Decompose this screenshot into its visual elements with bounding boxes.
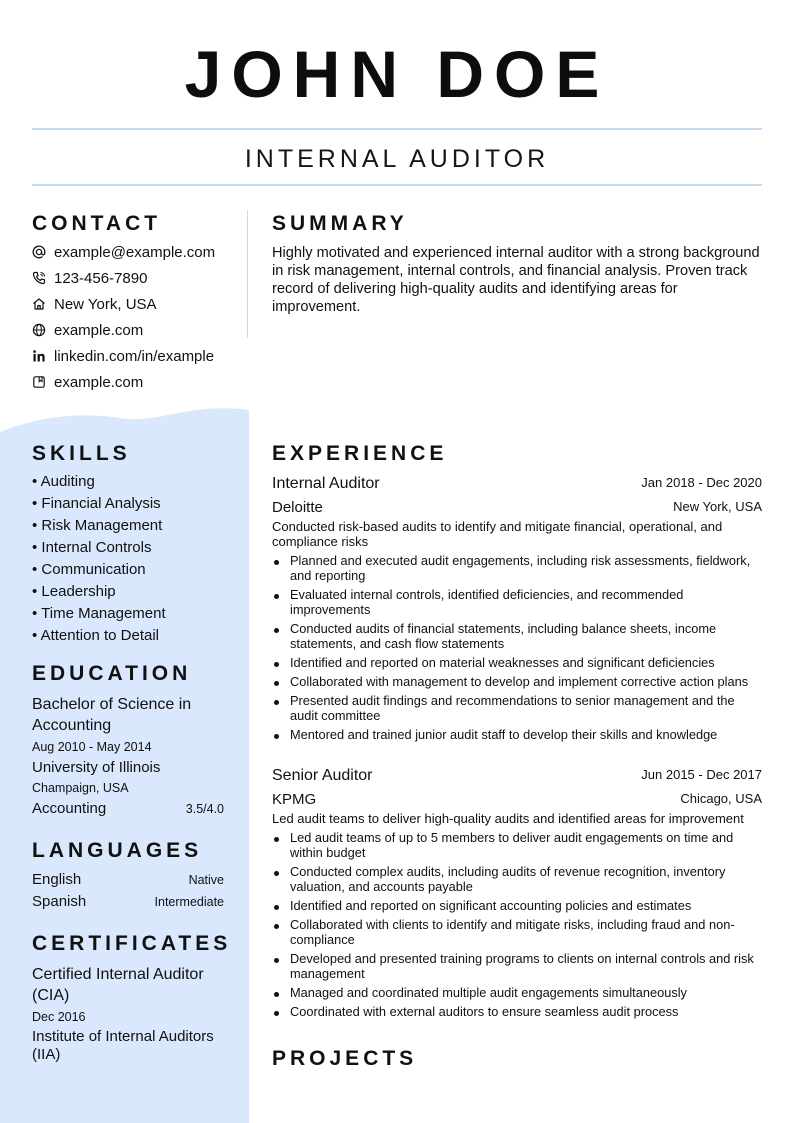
- job-dates: Jan 2018 - Dec 2020: [641, 475, 762, 490]
- summary-heading: SUMMARY: [272, 212, 408, 235]
- contact-heading: CONTACT: [32, 212, 162, 235]
- skill-item: • Leadership: [32, 583, 116, 600]
- education-heading: EDUCATION: [32, 662, 192, 685]
- skill-item: • Internal Controls: [32, 539, 152, 556]
- skill-label: Financial Analysis: [41, 495, 161, 512]
- language-name: English: [32, 871, 82, 888]
- job-bullet: Coordinated with external auditors to ensure seamless audit process: [272, 1004, 762, 1019]
- header-divider-bottom: [32, 184, 762, 186]
- skill-item: • Risk Management: [32, 517, 163, 534]
- job-bullet: Evaluated internal controls, identified deficiencies, and recommended improvements: [272, 587, 762, 617]
- contact-email[interactable]: [32, 242, 215, 262]
- job-location: Chicago, USA: [680, 791, 762, 806]
- job-dates: Jun 2015 - Dec 2017: [641, 767, 762, 782]
- skill-label: Communication: [41, 561, 146, 578]
- contact-phone[interactable]: [32, 268, 147, 288]
- certificate-name: Certified Internal Auditor (CIA): [32, 966, 204, 1004]
- education-field: Accounting: [32, 800, 107, 817]
- job-bullet: Identified and reported on significant accounting policies and estimates: [272, 898, 762, 913]
- job-bullet: Identified and reported on material weaknesses and significant deficiencies: [272, 655, 762, 670]
- linkedin-icon: [32, 349, 46, 363]
- job-bullet: Presented audit findings and recommendations to senior management and the audit committee: [272, 693, 762, 723]
- job-company: KPMG: [272, 791, 317, 808]
- job-bullet: Conducted audits of financial statements, including balance sheets, income statements, and cash flow statements: [272, 621, 762, 651]
- home-icon: [32, 297, 46, 311]
- skill-label: Time Management: [41, 605, 166, 622]
- education-gpa: 3.5/4.0: [185, 802, 224, 816]
- skill-item: • Communication: [32, 561, 146, 578]
- certificate-issuer: Institute of Internal Auditors (IIA): [32, 1028, 214, 1063]
- job-location: New York, USA: [673, 499, 762, 514]
- contact-location: [32, 294, 157, 314]
- skill-label: Attention to Detail: [40, 627, 159, 644]
- globe-icon: [32, 323, 46, 337]
- education-school: University of Illinois: [32, 759, 161, 776]
- column-divider: [247, 210, 248, 338]
- education-location: Champaign, USA: [32, 781, 129, 795]
- skill-item: • Attention to Detail: [32, 627, 159, 644]
- job-description: Led audit teams to deliver high-quality audits and identified areas for improvement: [272, 811, 744, 826]
- job-bullet: Led audit teams of up to 5 members to deliver audit engagements on time and within budget: [272, 830, 762, 860]
- contact-location-text: New York, USA: [54, 295, 157, 313]
- skill-label: Internal Controls: [41, 539, 152, 556]
- candidate-name: JOHN DOE: [184, 37, 610, 111]
- skill-item: • Financial Analysis: [32, 495, 161, 512]
- projects-heading: PROJECTS: [272, 1047, 418, 1070]
- certificates-heading: CERTIFICATES: [32, 932, 232, 955]
- job-bullet: Collaborated with management to develop and implement corrective action plans: [272, 674, 762, 689]
- job-bullet: Developed and presented training programs to clients on internal controls and risk management: [272, 951, 762, 981]
- job-bullet: Mentored and trained junior audit staff to develop their skills and knowledge: [272, 727, 762, 742]
- job-bullet-list: [272, 553, 762, 746]
- contact-portfolio[interactable]: [32, 372, 143, 392]
- contact-website[interactable]: [32, 320, 143, 340]
- header-divider-top: [32, 128, 762, 130]
- job-bullet: Planned and executed audit engagements, including risk assessments, fieldwork, and reporting: [272, 553, 762, 583]
- skill-item: • Time Management: [32, 605, 166, 622]
- contact-website-text: example.com: [54, 321, 144, 339]
- skill-label: Risk Management: [41, 517, 163, 534]
- contact-email-text: example@example.com: [54, 243, 216, 261]
- job-title: Senior Auditor: [272, 767, 373, 784]
- language-name: Spanish: [32, 893, 87, 910]
- job-bullet: Conducted complex audits, including audits of revenue recognition, inventory valuation, and accounts payable: [272, 864, 762, 894]
- languages-heading: LANGUAGES: [32, 839, 203, 862]
- certificate-date: Dec 2016: [32, 1010, 86, 1024]
- skill-label: Auditing: [40, 473, 95, 490]
- job-title: Internal Auditor: [272, 475, 380, 492]
- contact-linkedin[interactable]: [32, 346, 214, 366]
- contact-phone-text: 123-456-7890: [54, 269, 148, 287]
- education-dates: Aug 2010 - May 2014: [32, 740, 152, 754]
- summary-text: Highly motivated and experienced internal auditor with a strong background in risk management, internal controls, and financial analysis. Proven track record of delivering high-quality audits and identifying areas for improvement.: [272, 245, 760, 315]
- skill-label: Leadership: [41, 583, 116, 600]
- job-description: Conducted risk-based audits to identify and mitigate financial, operational, and compliance risks: [272, 519, 723, 549]
- job-bullet: Managed and coordinated multiple audit engagements simultaneously: [272, 985, 762, 1000]
- skills-heading: SKILLS: [32, 442, 131, 465]
- skill-item: • Auditing: [32, 473, 95, 490]
- portfolio-icon: [32, 375, 46, 389]
- contact-portfolio-text: example.com: [54, 373, 144, 391]
- phone-icon: [32, 271, 46, 285]
- job-company: Deloitte: [272, 499, 323, 516]
- candidate-title: INTERNAL AUDITOR: [244, 145, 550, 173]
- education-degree: Bachelor of Science in Accounting: [32, 696, 192, 734]
- experience-heading: EXPERIENCE: [272, 442, 448, 465]
- job-bullet-list: [272, 830, 762, 1023]
- job-bullet: Collaborated with clients to identify and mitigate risks, including fraud and non-compliance: [272, 917, 762, 947]
- language-level: Native: [188, 873, 224, 887]
- at-icon: [32, 245, 46, 259]
- language-level: Intermediate: [154, 895, 224, 909]
- contact-linkedin-text: linkedin.com/in/example: [54, 347, 215, 365]
